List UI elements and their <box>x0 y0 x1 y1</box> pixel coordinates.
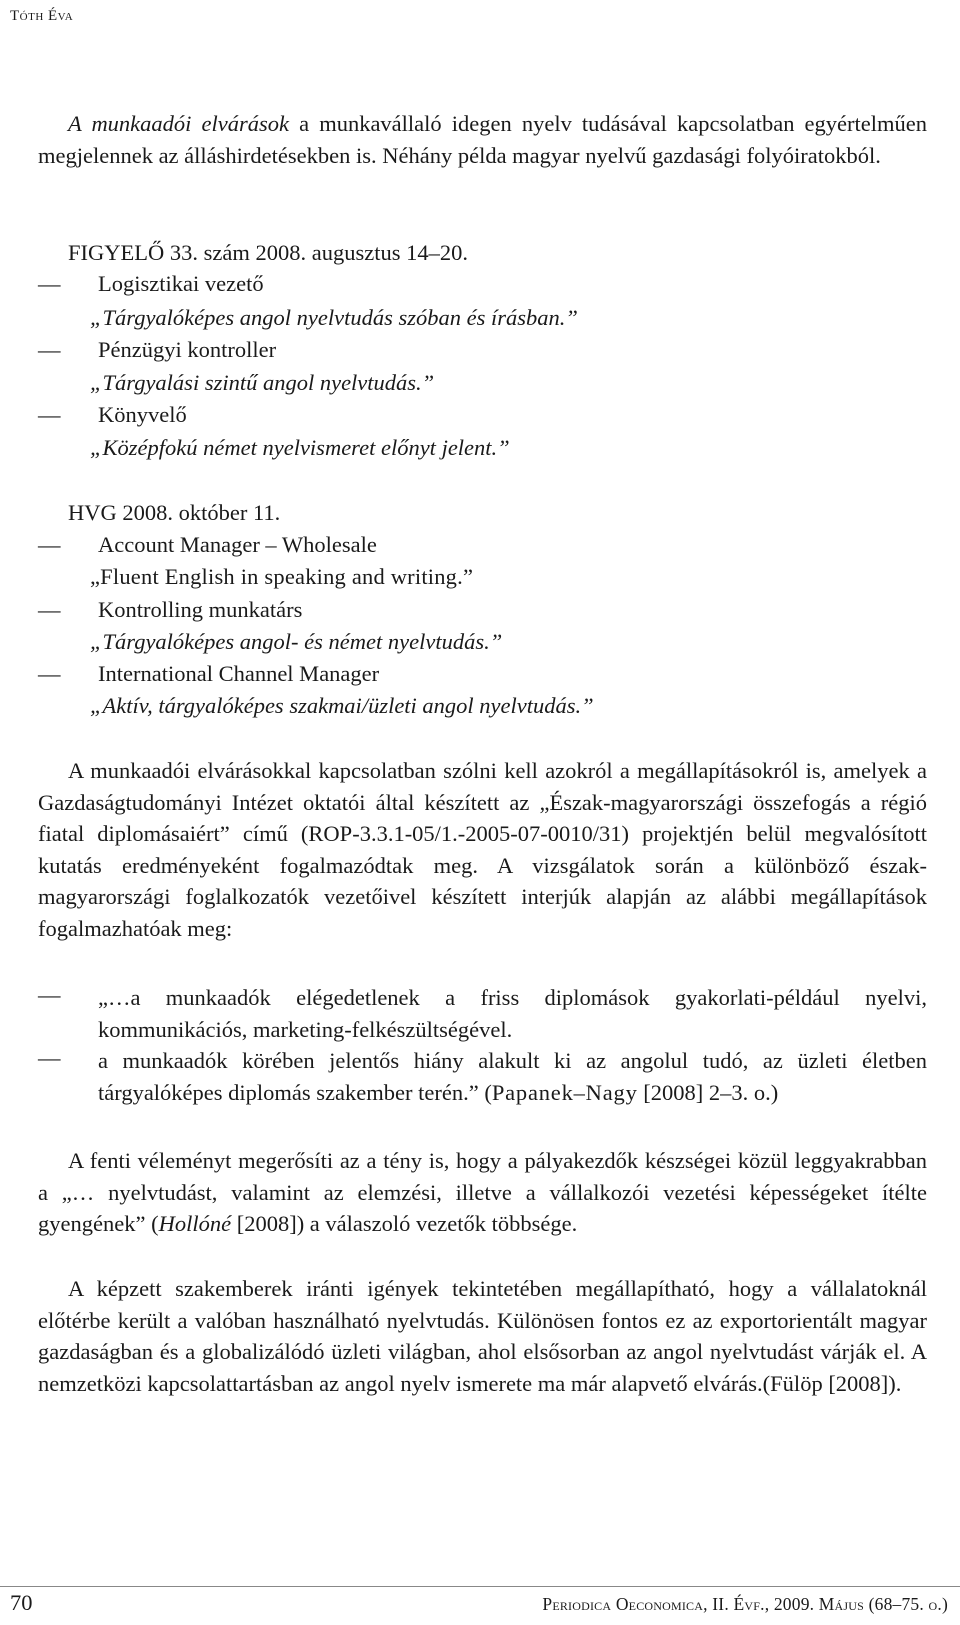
job-title: Könyvelő <box>98 402 187 427</box>
list-item <box>38 982 927 1045</box>
intro-paragraph <box>38 108 927 171</box>
footer-divider <box>0 1586 960 1587</box>
job-title: Pénzügyi kontroller <box>98 337 277 362</box>
job-title: International Channel Manager <box>98 661 380 686</box>
journal-reference: Periodica Oeconomica, II. Évf., 2009. Május (68–75. o.) <box>542 1594 948 1614</box>
list-item <box>38 271 928 302</box>
citation-rest: [2008] 2–3. o.) <box>637 1079 779 1105</box>
body-paragraph: A munkaadói elvárásokkal kapcsolatban szólni kell azokról a megállapításokról is, amelyek a Gazdaságtudományi Intézet oktatói által készített az „Észak-magyarországi összefogás a régió fiatal diplomásaiért” című (ROP-3.3.1-05/1.-2005-07-0010/31) projektjén belül megvalósított kutatás eredményeként fogalmazódtak meg. A vizsgálatok során a különböző észak-magyarországi foglalkozatók vezetőivel készített interjúk alapján az alábbi megállapítások fogalmazhatóak meg: <box>38 758 927 941</box>
bullet-body: a munkaadók körében jelentős hiány alakult ki az angolul tudó, az üzleti életben tárgyalóképes diplomás szakember terén.” <box>98 1048 927 1105</box>
job-title: Logisztikai vezető <box>98 271 264 296</box>
list-item <box>38 597 928 628</box>
job-requirement: „Tárgyalási szintű angol nyelvtudás.” <box>90 370 435 395</box>
dash-icon: — <box>38 402 61 427</box>
running-header <box>10 8 73 25</box>
dash-icon: — <box>38 1045 61 1070</box>
dash-icon: — <box>38 597 61 622</box>
job-title: Kontrolling munkatárs <box>98 597 303 622</box>
citation-authors: Papanek–Nagy <box>491 1079 638 1105</box>
job-requirement: „Középfokú német nyelvismeret előnyt jelent.” <box>90 435 510 460</box>
paragraph-text: A fenti véleményt megerősíti az a tény is, hogy a pályakezdők készségei közül leggyakrabban a „… nyelvtudást, valamint az elemzési, illetve a vállalkozói vezetési képességeket ítélte gyengének” ( <box>38 1148 927 1236</box>
page-number: 70 <box>10 1590 33 1615</box>
citation-open: ( <box>478 1079 492 1105</box>
job-requirement: „Tárgyalóképes angol nyelvtudás szóban és írásban.” <box>90 305 578 330</box>
list-item <box>38 337 928 368</box>
dash-icon: — <box>38 661 61 686</box>
list-item <box>38 1045 927 1108</box>
job-title: Account Manager – Wholesale <box>98 532 377 557</box>
list-item <box>38 532 928 563</box>
list-item <box>38 661 928 692</box>
dash-icon: — <box>38 532 61 557</box>
author-name: Tóth Éva <box>10 8 74 24</box>
job-requirement: „Tárgyalóképes angol- és német nyelvtudás.” <box>90 629 503 654</box>
job-requirement: „Fluent English in speaking and writing.” <box>90 564 474 589</box>
citation-author: Hollóné <box>158 1211 232 1236</box>
intro-italic: A munkaadói elvárások <box>68 111 289 136</box>
source-title: HVG 2008. október 11. <box>68 500 281 525</box>
dash-icon: — <box>38 982 61 1007</box>
body-paragraph <box>38 1145 927 1240</box>
body-paragraph: A képzett szakemberek iránti igények tekintetében megállapítható, hogy a vállalatoknál előtérbe került a valóban használható nyelvtudás. Különösen fontos ez az exportorientált magyar gazdaságban és a globalizálódó üzleti világban, ahol elsősorban az angol nyelvtudást várják el. A nemzetközi kapcsolattartásban az angol nyelv ismerete ma már alapvető elvárás.(Fülöp [2008]). <box>38 1276 927 1396</box>
bullet-text <box>98 1045 927 1108</box>
intro-rest: a munkavállaló idegen nyelv tudásával kapcsolatban egyértelműen megjelennek az álláshirdetésekben is. Néhány példa magyar nyelvű gazdasági folyóiratokból. <box>38 111 927 168</box>
dash-icon: — <box>38 337 61 362</box>
job-requirement: „Aktív, tárgyalóképes szakmai/üzleti angol nyelvtudás.” <box>90 693 594 718</box>
list-item <box>38 402 928 433</box>
source-title: FIGYELŐ 33. szám 2008. augusztus 14–20. <box>68 240 468 265</box>
dash-icon: — <box>38 271 61 296</box>
bullet-text: „…a munkaadók elégedetlenek a friss diplomások gyakorlati-például nyelvi, kommunikációs, marketing-felkészültségével. <box>98 985 927 1042</box>
paragraph-text: [2008]) a válaszoló vezetők többsége. <box>231 1211 578 1236</box>
